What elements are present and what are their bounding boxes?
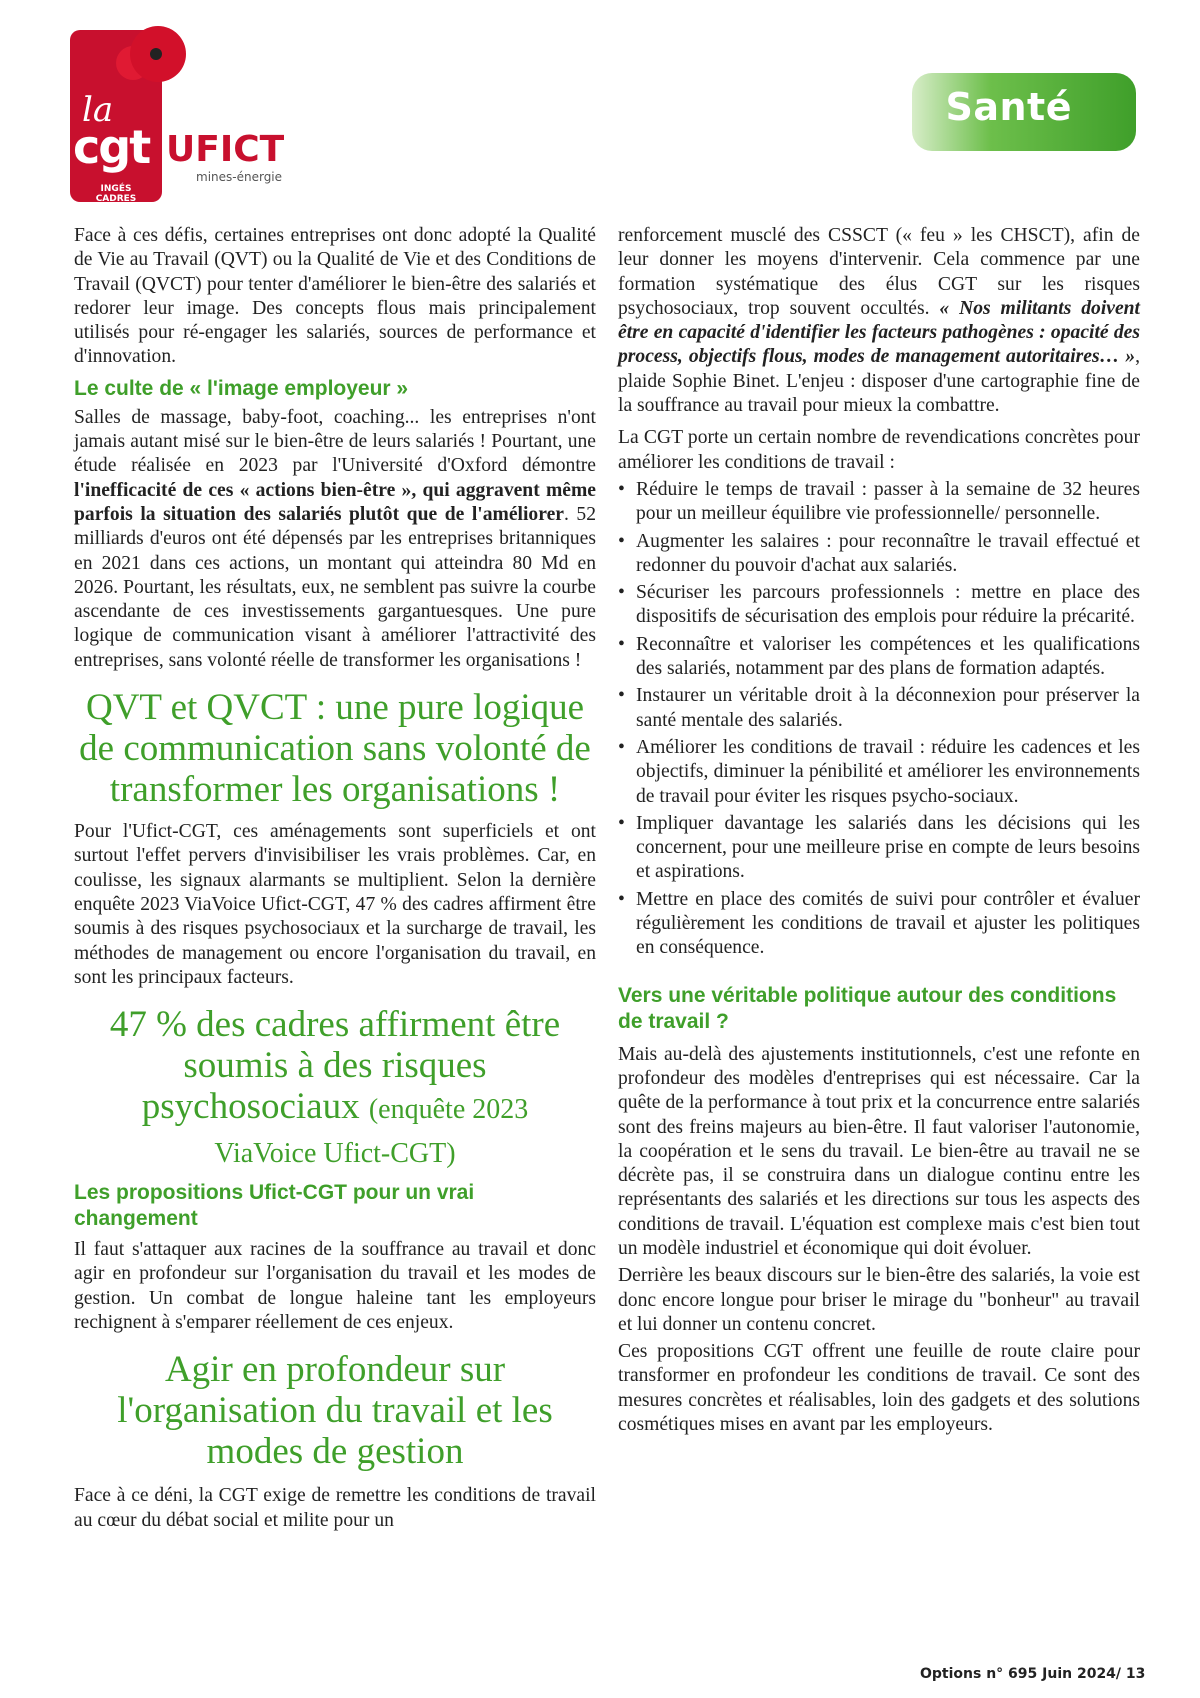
paragraph: Ces propositions CGT offrent une feuille de route claire pour transformer en profondeur les conditions de travail. Ce sont des mesures concrètes et réalisables, loin des gadgets et des solutions cosmétiques mises en avant par les employeurs.: [618, 1341, 1140, 1436]
paragraph: Pour l'Ufict-CGT, ces aménagements sont superficiels et ont surtout l'effet pervers d'invisibiliser les vrais problèmes. Car, en coulisse, les signaux alarmants se multiplient. Selon la dernière enquête 2023 ViaVoice Ufict-CGT, 47 % des cadres affirment être soumis à des risques psychosociaux et la surcharge de travail, les méthodes de management ou encore l'organisation du travail, en sont les principaux facteurs.: [74, 821, 596, 988]
poppy-flower-icon: [130, 26, 186, 82]
section-heading: Le culte de « l'image employeur »: [74, 376, 409, 400]
paragraph: [618, 224, 1140, 418]
paragraph-text: Salles de massage, baby-foot, coaching... les entreprises n'ont jamais autant misé sur le bien-être de leurs salariés ! Pourtant, une étude réalisée en 2023 par l'Université d'Oxford démontre: [74, 406, 596, 477]
list-item: • Améliorer les conditions de travail : réduire les cadences et les objectifs, diminuer la pénibilité et améliorer les environnements de travail pour éviter les risques psycho-sociaux.: [618, 736, 1140, 809]
section-heading: Vers une véritable politique autour des conditions de travail ?: [618, 983, 1117, 1033]
paragraph: La CGT porte un certain nombre de revendications concrètes pour améliorer les conditions de travail :: [618, 427, 1140, 473]
section-heading: Les propositions Ufict-CGT pour un vrai changement: [74, 1181, 475, 1231]
pull-quote-source: ViaVoice Ufict-CGT): [214, 1138, 456, 1170]
list-item: • Reconnaître et valoriser les compétences et les qualifications des salariés, notamment par des plans de formation adaptés.: [618, 633, 1140, 682]
pull-quote: Agir en profondeur sur l'organisation du travail et les modes de gestion: [117, 1349, 553, 1473]
quote-bold-italic: « Nos militants doivent être en capacité d'identifier les facteurs pathogènes : opacité des process, objectifs flous, modes de management autoritaires… »: [618, 297, 1140, 368]
list-item: • Mettre en place des comités de suivi pour contrôler et évaluer régulièrement les conditions de travail et ajuster les politiques en conséquence.: [618, 888, 1140, 961]
paragraph-bold: l'inefficacité de ces « actions bien-être », qui aggravent même parfois la situation des salariés plutôt que de l'améliorer: [74, 479, 596, 525]
logo-tag-line: TECHS: [99, 204, 133, 214]
logo-tag-line: CADRES: [95, 194, 137, 204]
section-tab: [912, 73, 1136, 151]
list-item: • Réduire le temps de travail : passer à la semaine de 32 heures pour un meilleur équilibre vie professionnelle/ personnelle.: [618, 478, 1140, 527]
paragraph-text: . 52 milliards d'euros ont été dépensés par les entreprises britanniques en 2021 dans ces actions, un montant qui atteindra 80 Md en 2026. Pourtant, les résultats, eux, ne semblent pas suivre la courbe ascendante de ces investissements gargantuesques. Une pure logique de communication visant à améliorer l'attractivité des entreprises, sans volonté réelle de transformer les organisations !: [74, 503, 597, 671]
pull-quote: [94, 1004, 576, 1174]
pull-quote: QVT et QVCT : une pure logique de communication sans volonté de transformer les organisations !: [79, 687, 591, 811]
list-item: • Instaurer un véritable droit à la déconnexion pour préserver la santé mentale des salariés.: [618, 684, 1140, 733]
paragraph: [74, 406, 596, 673]
paragraph-text: , plaide Sophie Binet. L'enjeu : disposer d'une cartographie fine de la souffrance au travail pour mieux la combattre.: [618, 346, 1140, 417]
left-column: [74, 224, 596, 1536]
logo-tag-line: INGÉS: [100, 184, 132, 194]
pull-quote-source: (enquête 2023: [368, 1094, 529, 1126]
right-column: [618, 224, 1140, 1440]
paragraph: Face à ce déni, la CGT exige de remettre les conditions de travail au cœur du débat social et milite pour un: [74, 1485, 596, 1531]
intro-paragraph: Face à ces défis, certaines entreprises ont donc adopté la Qualité de Vie au Travail (QVT) ou la Qualité de Vie et des Conditions de Travail (QVCT) pour tenter d'améliorer le bien-être des salariés et redorer leur image. Des concepts flous mais principalement utilisés pour ré-engager les salariés, sources de performance et d'innovation.: [74, 225, 596, 368]
list-item: • Augmenter les salaires : pour reconnaître le travail effectué et redonner du pouvoir d'achat aux salariés.: [618, 530, 1140, 579]
logo-subtitle: mines-énergie: [196, 170, 283, 184]
list-item: • Impliquer davantage les salariés dans les décisions qui les concernent, pour une meilleure prise en compte de leurs besoins et aspirations.: [618, 812, 1140, 885]
paragraph: Mais au-delà des ajustements institutionnels, c'est une refonte en profondeur des modèles d'entreprises qui est nécessaire. Car la quête de la performance à tout prix et la concurrence entre salariés sont des freins majeurs au bien-être. Il faut valoriser l'autonomie, la coopération et le sens du travail. Le bien-être au travail ne se décrète pas, il se construira dans un dialogue continu entre les représentants des salariés et les directions sur tous les aspects des conditions de travail. L'équation est complexe mais c'est bien tout un modèle industriel et économique qui doit évoluer.: [618, 1043, 1140, 1259]
logo-cgt: cgt: [73, 120, 150, 174]
logo-tagline: [78, 184, 154, 214]
cgt-ufict-logo: [68, 26, 318, 214]
section-tab-label: Santé: [945, 85, 1072, 129]
pull-quote-text: 47 % des cadres affirment être soumis à des risques psychosociaux: [109, 1004, 561, 1128]
paragraph: Derrière les beaux discours sur le bien-être des salariés, la voie est donc encore longue pour briser le mirage du "bonheur" au travail et lui donner un contenu concret.: [618, 1265, 1140, 1335]
logo-ufict: UFICT: [166, 129, 285, 170]
demands-list: [618, 478, 1140, 961]
list-item: • Sécuriser les parcours professionnels : mettre en place des dispositifs de sécurisation des emplois pour réduire la précarité.: [618, 581, 1140, 630]
page-footer: Options n° 695 Juin 2024/ 13: [920, 1666, 1146, 1682]
logo-la: la: [82, 90, 114, 130]
paragraph-text: renforcement musclé des CSSCT (« feu » les CHSCT), afin de leur donner les moyens d'intervenir. Cela commence par une formation systématique des élus CGT sur les risques psychosociaux, trop souvent occultés.: [618, 225, 1140, 319]
paragraph: Il faut s'attaquer aux racines de la souffrance au travail et donc agir en profondeur sur l'organisation du travail et les modes de gestion. Un combat de longue haleine tant les employeurs rechignent à s'emparer réellement de ces enjeux.: [74, 1239, 596, 1334]
